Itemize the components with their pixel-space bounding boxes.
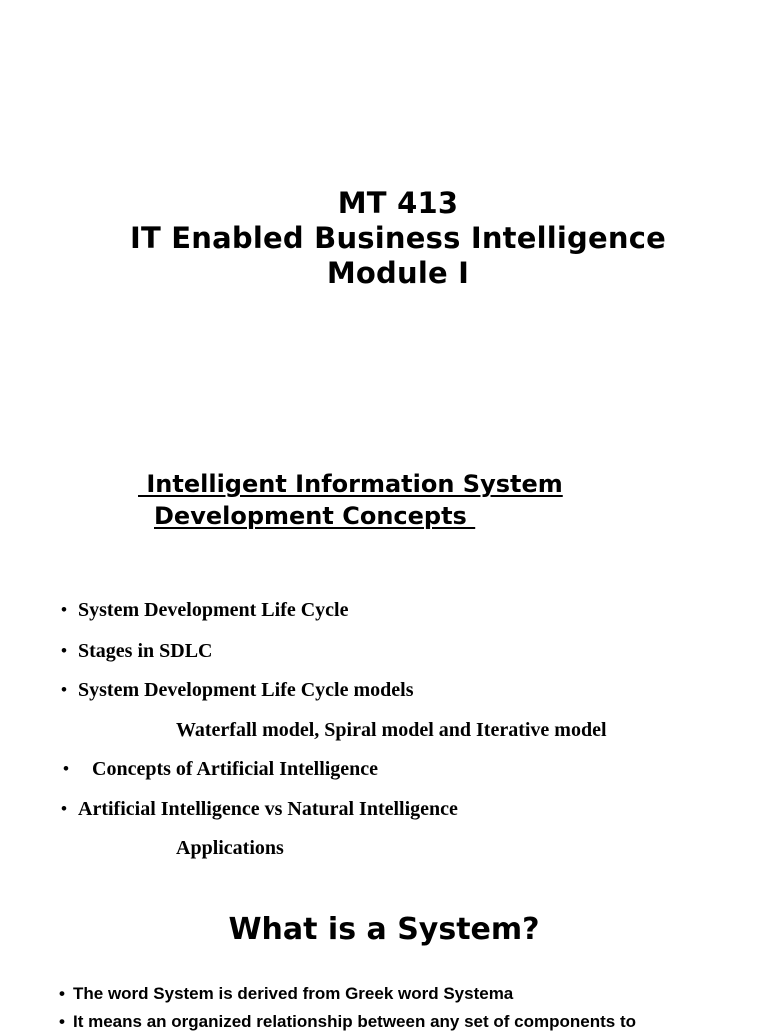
list-item: Artificial Intelligence vs Natural Intelligence <box>78 798 458 820</box>
bullet-marker: • <box>61 641 67 660</box>
bullet-marker: • <box>59 1012 65 1031</box>
bullet-marker: • <box>61 799 67 818</box>
module-title: Module I <box>326 256 470 290</box>
section-heading-line1: Intelligent Information System <box>138 470 563 498</box>
bullet-marker: • <box>61 600 67 619</box>
bullet-marker: • <box>63 759 69 778</box>
section-heading-line2: Development Concepts <box>154 502 476 530</box>
list-subitem: Applications <box>176 837 284 859</box>
list-item: Concepts of Artificial Intelligence <box>92 758 379 780</box>
list-item: Stages in SDLC <box>78 640 213 662</box>
list-item: System Development Life Cycle models <box>78 679 414 701</box>
body-bullet-text: The word System is derived from Greek word Systema <box>73 984 514 1003</box>
bullet-marker: • <box>59 984 65 1003</box>
body-bullet-text: It means an organized relationship between any set of components to <box>73 1012 636 1031</box>
slide-heading: What is a System? <box>228 912 540 947</box>
list-item: System Development Life Cycle <box>78 599 349 621</box>
list-subitem: Waterfall model, Spiral model and Iterative model <box>176 719 607 741</box>
bullet-marker: • <box>61 680 67 699</box>
course-title: IT Enabled Business Intelligence <box>130 221 666 255</box>
course-code: MT 413 <box>337 186 459 220</box>
